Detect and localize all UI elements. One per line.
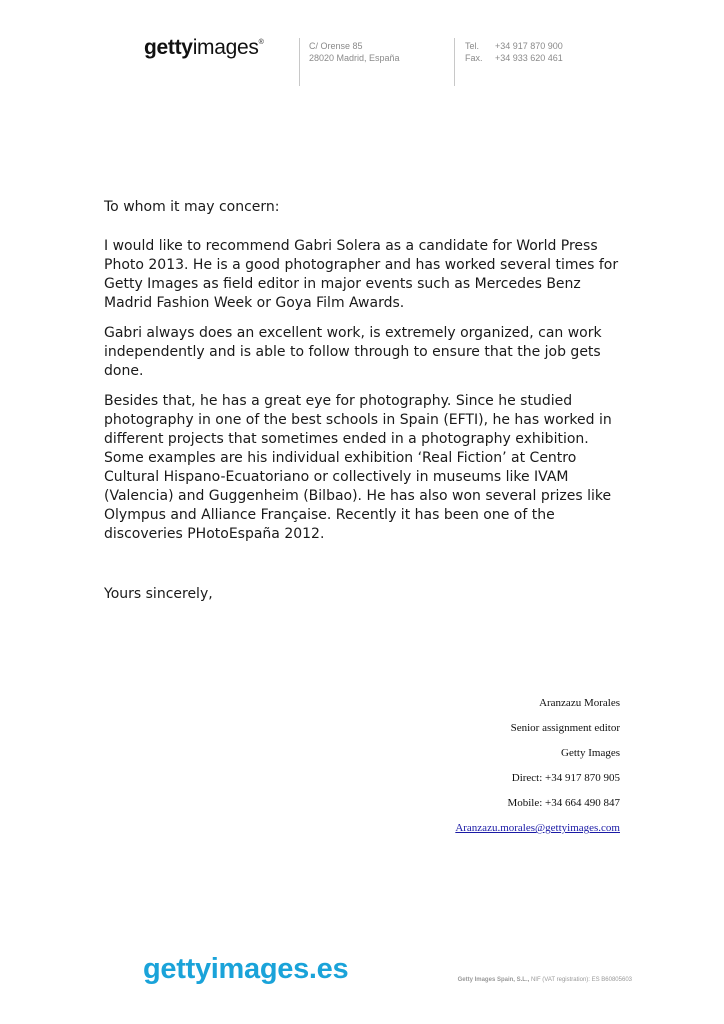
closing-text: Yours sincerely, [104,586,213,602]
letter-paragraph-2 [104,324,624,381]
signature-direct-phone: Direct: +34 917 870 905 [511,772,620,784]
address-line-1: C/ Orense 85 [309,41,363,51]
signature-name: Aranzazu Morales [539,697,620,709]
signature-mobile-phone: Mobile: +34 664 490 847 [507,797,620,809]
footer-logo: gettyimages.es [143,953,349,985]
footer-legal [458,977,632,983]
footer-legal-company: Getty Images Spain, S.L., [457,977,530,983]
paragraph-text: Gabri always does an excellent work, is extremely organized, can work independently and is able to follow through to ensure that the job gets done. [104,325,602,379]
header-divider-left [299,38,300,86]
tel-label: Tel. [465,41,480,51]
registered-mark: ® [258,39,264,46]
signature-email-link[interactable]: Aranzazu.morales@gettyimages.com [455,822,620,834]
paragraph-text: Besides that, he has a great eye for photography. Since he studied photography in one of the best schools in Spain (EFTI), he has worked in different projects that sometimes ended in a photography exhibition. Some examples are his individual exhibition ‘Real Fiction’ at Centro Cultural Hispano-Ecuatoriano or collectively in museums like IVAM (Valencia) and Guggenheim (Bilbao). He has also won several prizes like Olympus and Alliance Française. Recently it has been one of the discoveries PHotoEspaña 2012. [104,393,612,542]
fax-value: +34 933 620 461 [495,53,563,63]
signature-title: Senior assignment editor [510,722,620,734]
salutation-text: To whom it may concern: [104,199,280,215]
letter-paragraph-3 [104,392,624,544]
gettyimages-logo [144,36,263,60]
footer-legal-rest: NIF (VAT registration): ES B60805603 [529,977,632,983]
logo-light-text: images [192,36,259,59]
closing [104,585,624,604]
letter-paragraph-1 [104,237,624,313]
header-contact [465,40,563,64]
tel-value: +34 917 870 900 [495,41,563,51]
header-address [309,40,400,64]
paragraph-text: I would like to recommend Gabri Solera as a candidate for World Press Photo 2013. He is a good photographer and has worked several times for Getty Images as field editor in major events such as Mercedes Benz Madrid Fashion Week or Goya Film Awards. [104,238,619,311]
signature-company: Getty Images [561,747,620,759]
address-line-2: 28020 Madrid, España [309,53,400,63]
header-divider-right [454,38,455,86]
logo-bold-text: getty [144,36,193,59]
salutation [104,198,624,217]
fax-label: Fax. [465,53,483,63]
